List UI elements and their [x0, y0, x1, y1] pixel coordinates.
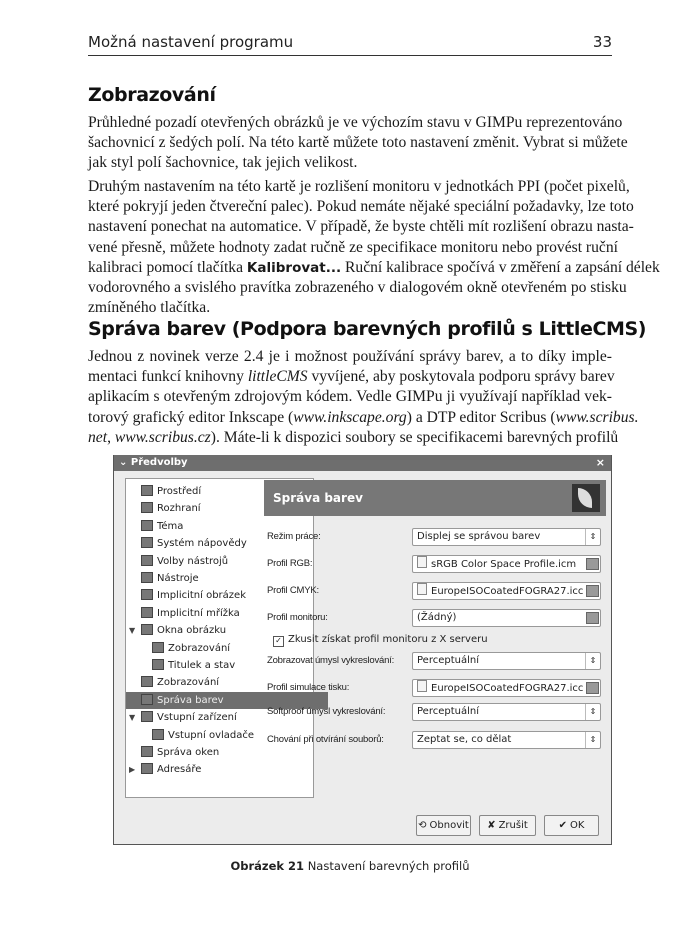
tree-item[interactable]	[129, 709, 237, 726]
text-segment: ) a DTP editor Scribus (	[406, 408, 556, 426]
section-heading-color-management: Správa barev (Podpora barevných profilů s LittleCMS)	[88, 318, 647, 340]
combo-arrows-icon[interactable]: ⇕	[585, 704, 600, 720]
tree-item[interactable]	[141, 587, 246, 604]
text-line	[88, 387, 612, 407]
text-segment: vodorovného a svislého pravítka zobrazeného v dialogovém okně otevřeném po stisku	[88, 278, 627, 296]
italic-text: www.scribus.	[555, 408, 639, 426]
reset-label: Obnovit	[429, 820, 469, 831]
italic-text: www.inkscape.org	[293, 408, 407, 426]
text-segment: kalibraci pomocí tlačítka	[88, 258, 247, 276]
text-line	[88, 428, 619, 448]
field-label: Softproof úmysl vykreslování:	[267, 706, 386, 717]
banner-title: Správa barev	[273, 491, 363, 505]
tree-item-label: Volby nástrojů	[157, 555, 229, 567]
tree-item-label: Systém nápovědy	[157, 538, 247, 550]
text-segment: nastavení ponechat na automatice. V případě, že byste chtěli mít rozlišení obrazu nasta-	[88, 218, 634, 236]
text-line	[88, 217, 634, 237]
tree-item-label: Adresáře	[157, 764, 202, 776]
field-label: Profil RGB:	[267, 558, 313, 569]
text-segment: vené přesně, můžete hodnoty zadat ručně ze specifikace monitoru nebo provést ruční	[88, 238, 618, 256]
document-icon	[417, 583, 427, 595]
ok-button[interactable]	[544, 815, 599, 836]
running-header-title: Možná nastavení programu	[88, 33, 294, 51]
tree-item-icon	[141, 694, 153, 705]
tree-item-icon	[141, 555, 153, 566]
tree-item[interactable]	[141, 553, 228, 570]
file-chooser[interactable]	[412, 609, 601, 627]
text-segment: vyvíjené, aby poskytovala podporu správy barev	[307, 368, 615, 386]
folder-icon[interactable]	[586, 682, 599, 694]
file-chooser[interactable]	[412, 582, 601, 600]
text-segment: Jednou z novinek verze 2.4 je i možnost používání správy barev, a to díky imple-	[88, 348, 612, 365]
tree-item[interactable]	[141, 674, 219, 691]
section-heading-display: Zobrazování	[88, 84, 216, 106]
close-icon[interactable]: ×	[595, 456, 605, 469]
tree-item-icon	[141, 502, 153, 513]
tree-item-icon	[141, 746, 153, 757]
tree-item[interactable]	[152, 727, 254, 744]
folder-icon[interactable]	[586, 558, 599, 570]
field-label: Zobrazovat úmysl vykreslování:	[267, 655, 395, 666]
tree-item[interactable]	[141, 744, 219, 761]
tree-item-label: Téma	[157, 520, 184, 532]
cancel-label: Zrušit	[498, 820, 528, 831]
text-line	[88, 133, 628, 153]
figure-caption-text: Nastavení barevných profilů	[307, 859, 470, 873]
running-header	[88, 33, 612, 51]
combo-arrows-icon[interactable]: ⇕	[585, 732, 600, 748]
text-segment: ). Máte-li k dispozici soubory se specifikacemi barevných profilů	[210, 428, 619, 446]
tree-item-icon	[152, 729, 164, 740]
tree-item-icon	[141, 607, 153, 618]
text-line	[88, 197, 634, 217]
tree-item-icon	[141, 763, 153, 774]
text-segment: torový grafický editor Inkscape (	[88, 408, 294, 426]
tree-item[interactable]	[129, 761, 202, 778]
cancel-button[interactable]	[479, 815, 536, 836]
text-line	[88, 153, 612, 173]
field-label: Režim práce:	[267, 531, 321, 542]
tree-item-icon	[141, 485, 153, 496]
dialog-title: ⌄ Předvolby	[119, 457, 188, 468]
tree-item[interactable]	[152, 657, 235, 674]
text-line	[88, 238, 618, 258]
field-label: Chování při otvírání souborů:	[267, 734, 384, 745]
combo-arrows-icon[interactable]: ⇕	[585, 653, 600, 669]
text-segment: které pokryjí jeden čtvereční palec). Pokud nemáte nějaké speciální požadavky, lze toto	[88, 198, 634, 216]
tree-item-label: Zobrazování	[168, 642, 231, 654]
text-segment: Ruční kalibrace spočívá v změření a zapsání délek	[341, 258, 660, 276]
field-value: Perceptuální	[417, 655, 479, 666]
tree-item[interactable]	[152, 640, 230, 657]
text-line	[88, 408, 639, 428]
header-rule	[88, 55, 612, 56]
tree-item-icon	[141, 572, 153, 583]
tree-item-label: Správa barev	[157, 694, 224, 706]
text-segment: Druhým nastavením na této kartě je rozlišení monitoru v jednotkách PPI (počet pixelů,	[88, 178, 630, 195]
figure-number: Obrázek 21	[230, 859, 305, 873]
document-icon	[417, 680, 427, 692]
figure-caption	[0, 859, 700, 873]
field-value: EuropeISOCoatedFOGRA27.icc	[431, 586, 584, 597]
tree-item-label: Správa oken	[157, 747, 220, 758]
combo-box[interactable]	[412, 703, 601, 721]
ok-label: OK	[569, 820, 585, 831]
italic-text: www.scribus.cz	[114, 428, 211, 446]
reset-icon: ⟲	[418, 820, 427, 831]
page-number: 33	[592, 33, 612, 51]
italic-text: net	[88, 428, 108, 446]
tree-item-label: Prostředí	[157, 486, 202, 497]
tree-item[interactable]	[141, 535, 247, 552]
tree-item[interactable]	[141, 483, 201, 500]
expander-open-icon[interactable]: ▼	[129, 626, 136, 636]
tree-item[interactable]	[141, 518, 183, 535]
text-segment: šachovnicí z šedých polí. Na této kartě můžete toto nastavení změnit. Vybrat si můžete	[88, 134, 628, 152]
combo-arrows-icon[interactable]: ⇕	[585, 529, 600, 545]
tree-item-label: Zobrazování	[157, 677, 220, 689]
monitor-profile-checkbox[interactable]	[273, 634, 488, 647]
cancel-icon: ✘	[487, 820, 496, 831]
text-segment: mentaci funkcí knihovny	[88, 368, 248, 386]
file-chooser[interactable]	[412, 555, 601, 573]
tree-item-icon	[141, 589, 153, 600]
combo-box[interactable]	[412, 652, 601, 670]
page-banner	[264, 480, 606, 516]
paragraph	[88, 177, 660, 318]
text-line	[88, 177, 630, 197]
tree-item-icon	[152, 659, 164, 670]
dialog-title-text: Předvolby	[130, 457, 188, 468]
field-label: Profil monitoru:	[267, 612, 328, 623]
dialog-titlebar	[114, 455, 611, 471]
text-line	[88, 113, 623, 133]
tree-item-label: Nástroje	[157, 573, 199, 584]
folder-icon[interactable]	[586, 585, 599, 597]
color-management-icon	[572, 484, 600, 512]
document-icon	[417, 556, 427, 568]
text-line	[88, 347, 612, 367]
field-value: EuropeISOCoatedFOGRA27.icc	[431, 683, 584, 694]
ok-icon: ✔	[558, 820, 567, 831]
tree-item[interactable]	[141, 605, 240, 622]
tree-item-label: Rozhraní	[157, 503, 201, 515]
field-label: Profil simulace tisku:	[267, 682, 350, 693]
text-segment: ,	[107, 428, 115, 446]
field-value: Zeptat se, co dělat	[417, 734, 512, 745]
paragraph	[88, 347, 639, 448]
tree-item-label: Okna obrázku	[157, 625, 227, 637]
italic-text: littleCMS	[247, 368, 308, 386]
combo-box[interactable]	[412, 528, 601, 546]
field-value: sRGB Color Space Profile.icm	[431, 559, 577, 570]
tree-item-label: Titulek a stav	[168, 660, 236, 671]
text-segment: zmíněného tlačítka.	[88, 299, 211, 317]
bold-text: Kalibrovat...	[246, 259, 342, 276]
tree-item-icon	[141, 537, 153, 548]
reset-button[interactable]	[416, 815, 471, 836]
preferences-dialog	[113, 455, 612, 845]
field-value: (Žádný)	[417, 612, 457, 623]
tree-item-label: Implicitní mřížka	[157, 607, 240, 619]
tree-item[interactable]	[129, 622, 227, 639]
tree-item-label: Implicitní obrázek	[157, 590, 246, 602]
tree-item[interactable]	[141, 500, 201, 517]
tree-item[interactable]	[141, 570, 199, 587]
folder-icon[interactable]	[586, 612, 599, 624]
tree-item-icon	[141, 676, 153, 687]
checkbox-checked-icon[interactable]: ✓	[273, 636, 284, 647]
text-line	[88, 278, 627, 298]
field-value: Displej se správou barev	[417, 531, 541, 542]
text-segment: aplikacím s otevřeným zdrojovým kódem. Vedle GIMPu ji využívají například vek-	[88, 388, 612, 406]
checkbox-label: Zkusit získat profil monitoru z X serveru	[288, 634, 488, 645]
paragraph	[88, 113, 628, 174]
field-value: Perceptuální	[417, 706, 479, 717]
text-segment: jak styl polí šachovnice, tak jejich velikost.	[88, 154, 358, 172]
tree-item-icon	[141, 624, 153, 635]
file-chooser[interactable]	[412, 679, 601, 697]
text-line	[88, 367, 615, 387]
tree-item-icon	[141, 711, 153, 722]
text-segment: Průhledné pozadí otevřených obrázků je ve výchozím stavu v GIMPu reprezentováno	[88, 114, 623, 131]
expander-open-icon[interactable]: ▼	[129, 713, 136, 723]
tree-item-icon	[141, 520, 153, 531]
tree-item-icon	[152, 642, 164, 653]
field-label: Profil CMYK:	[267, 585, 319, 596]
text-line	[88, 258, 660, 278]
expander-closed-icon[interactable]: ▶	[129, 765, 136, 775]
combo-box[interactable]	[412, 731, 601, 749]
text-line	[88, 298, 612, 318]
tree-item-label: Vstupní ovladače	[168, 729, 255, 741]
tree-item-label: Vstupní zařízení	[157, 712, 237, 724]
